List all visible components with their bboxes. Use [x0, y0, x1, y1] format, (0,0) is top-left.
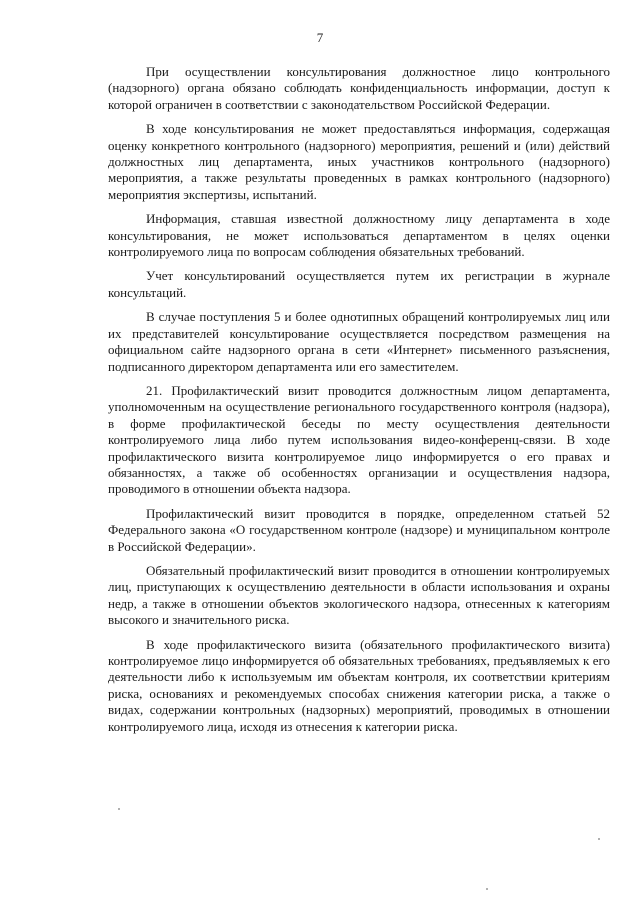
paragraph-visit-procedure: Профилактический визит проводится в порядке, определенном статьей 52 Федерального закона «О государственном контроле (надзоре) и муниципальном контроле в Российской Федерации».: [108, 505, 610, 554]
paragraph-information-use: Информация, ставшая известной должностному лицу департамента в ходе консультирования, не может использоваться департаментом в целях оценки контролируемого лица по вопросам соблюдения обязательных требований.: [108, 211, 610, 260]
scan-speck: [598, 838, 600, 840]
paragraph-visit-information: В ходе профилактического визита (обязательного профилактического визита) контролируемое лицо информируется об обязательных требованиях, предъявляемых к его деятельности либо к используемым им объектам контроля, их соответствии критериям риска, основаниях и рекомендуемых способах снижения категории риска, а также о видах, содержании контрольных (надзорных) мероприятий, проводимых в отношении контролируемого лица, исходя из отнесения к категории риска.: [108, 636, 610, 734]
paragraph-confidentiality: При осуществлении консультирования должностное лицо контрольного (надзорного) органа обязано соблюдать конфиденциальность информации, доступ к которой ограничен в соответствии с законодательством Российской Федерации.: [108, 64, 610, 112]
scan-speck: [118, 808, 120, 810]
page-number: 7: [316, 30, 324, 45]
paragraph-consultation-restrictions: В ходе консультирования не может предоставляться информация, содержащая оценку конкретного контрольного (надзорного) мероприятия, решений и (или) действий должностных лиц департамента, иных участников контрольного (надзорного) мероприятия, а также результаты проведенных в рамках контрольного (надзорного) мероприятия экспертизы, испытаний.: [108, 121, 610, 202]
paragraph-written-clarification: В случае поступления 5 и более однотипных обращений контролируемых лиц или их представителей консультирование осуществляется посредством размещения на официальном сайте надзорного органа в сети «Интернет» письменного разъяснения, подписанного директором департамента или его заместителем.: [108, 309, 610, 374]
paragraph-mandatory-visit: Обязательный профилактический визит проводится в отношении контролируемых лиц, приступающих к осуществлению деятельности в области использования и охраны недр, а также в отношении объектов экологического надзора, отнесенных к категориям высокого и значительного риска.: [108, 562, 610, 628]
scan-speck: [486, 888, 488, 890]
paragraph-preventive-visit: 21. Профилактический визит проводится должностным лицом департамента, уполномоченным на осуществление регионального государственного контроля (надзора), в форме профилактической беседы по месту осуществления деятельности контролируемого лица либо путем использования видео-конференц-связи. В ходе профилактического визита контролируемое лицо информируется о его правах и обязанностях, а также об особенностях организации и осуществления надзора, проводимого в отношении объекта надзора.: [108, 382, 610, 497]
paragraph-consultation-registry: Учет консультирований осуществляется путем их регистрации в журнале консультаций.: [108, 268, 610, 300]
document-body: [108, 64, 610, 743]
